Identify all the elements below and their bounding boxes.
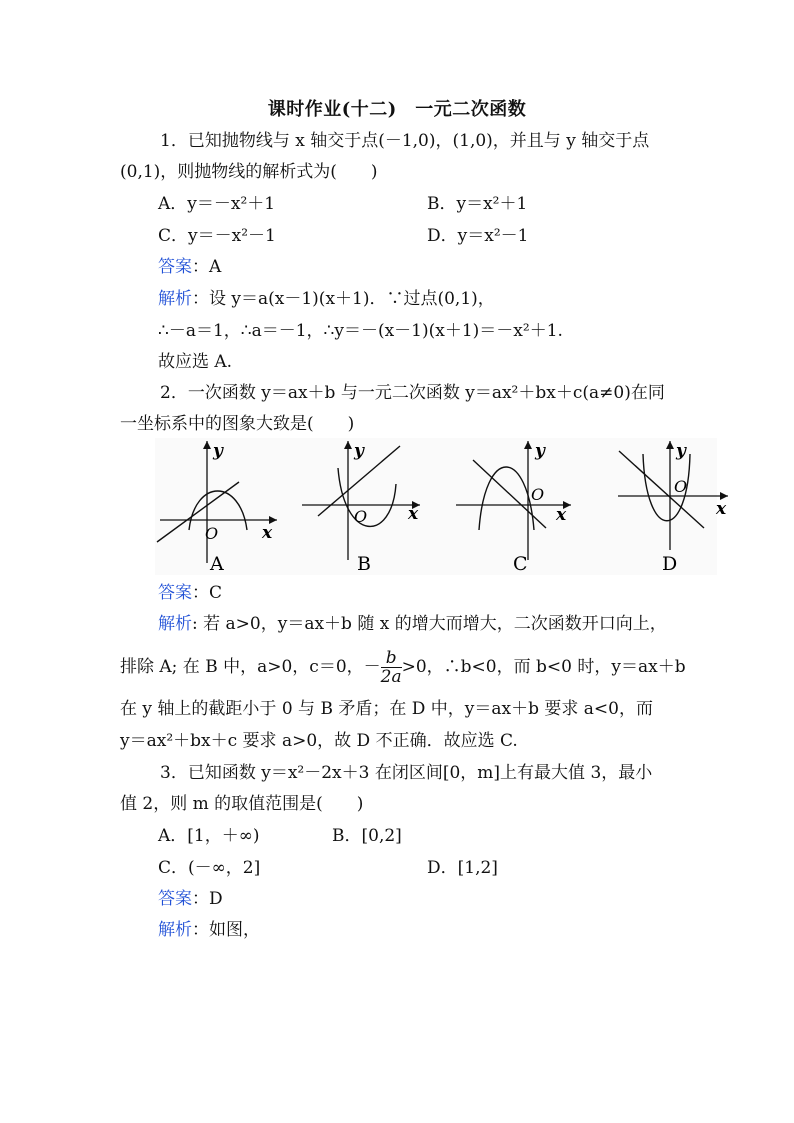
y-label: y: [354, 441, 364, 461]
figure-label: D: [662, 553, 678, 575]
q3-option-c: C．(－∞，2]: [158, 858, 261, 878]
q3-stem-line1: 3．已知函数 y＝x²－2x＋3 在闭区间[0，m]上有最大值 3，最小: [160, 763, 653, 783]
figure-c-graph: [451, 438, 591, 575]
analysis-label: 解析: [158, 920, 192, 940]
q3-analysis-line1: [158, 919, 260, 941]
q3-option-b: B．[0,2]: [332, 826, 402, 846]
y-axis-arrow: [666, 441, 674, 449]
q2-answer: [158, 582, 222, 604]
q2-analysis-line2: [120, 644, 686, 690]
x-label: x: [262, 523, 273, 543]
figure-a-graph: [155, 438, 295, 575]
analysis-text-post: >0，∴b<0，而 b<0 时，y＝ax＋b: [401, 657, 686, 677]
q3-answer: [158, 888, 223, 910]
figure-d-graph: [603, 438, 743, 575]
figure-label: C: [513, 553, 528, 575]
analysis-text: : 若 a>0，y＝ax＋b 随 x 的增大而增大，二次函数开口向上，: [192, 614, 667, 634]
q1-analysis-line1: [158, 288, 495, 310]
answer-label: 答案: [158, 257, 192, 277]
q1-option-d: D．y＝x²－1: [427, 226, 529, 246]
y-label: y: [213, 441, 223, 461]
q1-option-c: C．y＝－x²－1: [158, 226, 276, 246]
answer-label: 答案: [158, 889, 192, 909]
figure-c: [451, 438, 591, 575]
answer-value: ：A: [192, 257, 222, 277]
figure-b: [300, 438, 440, 575]
analysis-text-pre: 排除 A; 在 B 中，a>0，c＝0，－: [120, 657, 381, 677]
fraction-numerator: b: [381, 649, 402, 668]
origin-label: O: [674, 477, 688, 496]
page-title: 课时作业(十二) 一元二次函数: [267, 99, 527, 120]
y-axis-arrow: [344, 441, 352, 449]
q2-analysis-line1: [158, 613, 667, 635]
origin-label: O: [205, 524, 219, 543]
y-axis-arrow: [524, 441, 532, 449]
origin-label: O: [531, 485, 545, 504]
q2-analysis-line3: 在 y 轴上的截距小于 0 与 B 矛盾；在 D 中，y＝ax＋b 要求 a<0，而: [120, 699, 653, 719]
q3-option-d: D．[1,2]: [427, 858, 498, 878]
x-label: x: [408, 504, 419, 524]
q1-stem-line2: (0,1)，则抛物线的解析式为( ): [120, 162, 378, 182]
q1-analysis-line3: 故应选 A.: [158, 352, 233, 372]
parabola: [479, 467, 534, 530]
q1-option-b: B．y＝x²＋1: [427, 194, 528, 214]
analysis-label: 解析: [158, 614, 192, 634]
q1-analysis-line2: ∴－a＝1，∴a＝－1，∴y＝－(x－1)(x＋1)＝－x²＋1.: [158, 321, 563, 341]
fraction-denominator: 2a: [380, 667, 402, 687]
answer-value: ：D: [192, 889, 223, 909]
figure-d: [603, 438, 727, 575]
q1-stem-line1: 1．已知抛物线与 x 轴交于点(－1,0)，(1,0)，并且与 y 轴交于点: [160, 131, 650, 151]
x-label: x: [716, 499, 727, 519]
answer-value: ：C: [192, 583, 223, 603]
y-label: y: [535, 441, 545, 461]
y-label: y: [676, 441, 686, 461]
analysis-text: ：设 y＝a(x－1)(x＋1)．∵过点(0,1)，: [192, 289, 495, 309]
q2-figures: [155, 438, 727, 575]
figure-label: A: [210, 553, 224, 575]
q2-analysis-line4: y＝ax²＋bx＋c 要求 a>0，故 D 不正确．故应选 C.: [120, 731, 518, 751]
figure-b-graph: [300, 438, 440, 575]
figure-a: [155, 438, 295, 575]
line-graph: [619, 451, 704, 528]
origin-label: O: [354, 507, 368, 526]
analysis-text: ：如图，: [192, 920, 260, 940]
y-axis-arrow: [203, 441, 211, 449]
figure-label: B: [357, 553, 371, 575]
q3-option-a: A．[1，＋∞): [158, 826, 260, 846]
q3-stem-line2: 值 2，则 m 的取值范围是( ): [120, 794, 364, 814]
answer-label: 答案: [158, 583, 192, 603]
x-label: x: [556, 505, 567, 525]
q2-stem-line2: 一坐标系中的图象大致是( ): [120, 414, 355, 434]
fraction-b-over-2a: [381, 649, 402, 686]
q2-stem-line1: 2．一次函数 y＝ax＋b 与一元二次函数 y＝ax²＋bx＋c(a≠0)在同: [160, 383, 665, 403]
line-graph: [157, 482, 239, 542]
q1-option-a: A．y＝－x²＋1: [158, 194, 276, 214]
q1-answer: [158, 256, 221, 278]
analysis-label: 解析: [158, 289, 192, 309]
